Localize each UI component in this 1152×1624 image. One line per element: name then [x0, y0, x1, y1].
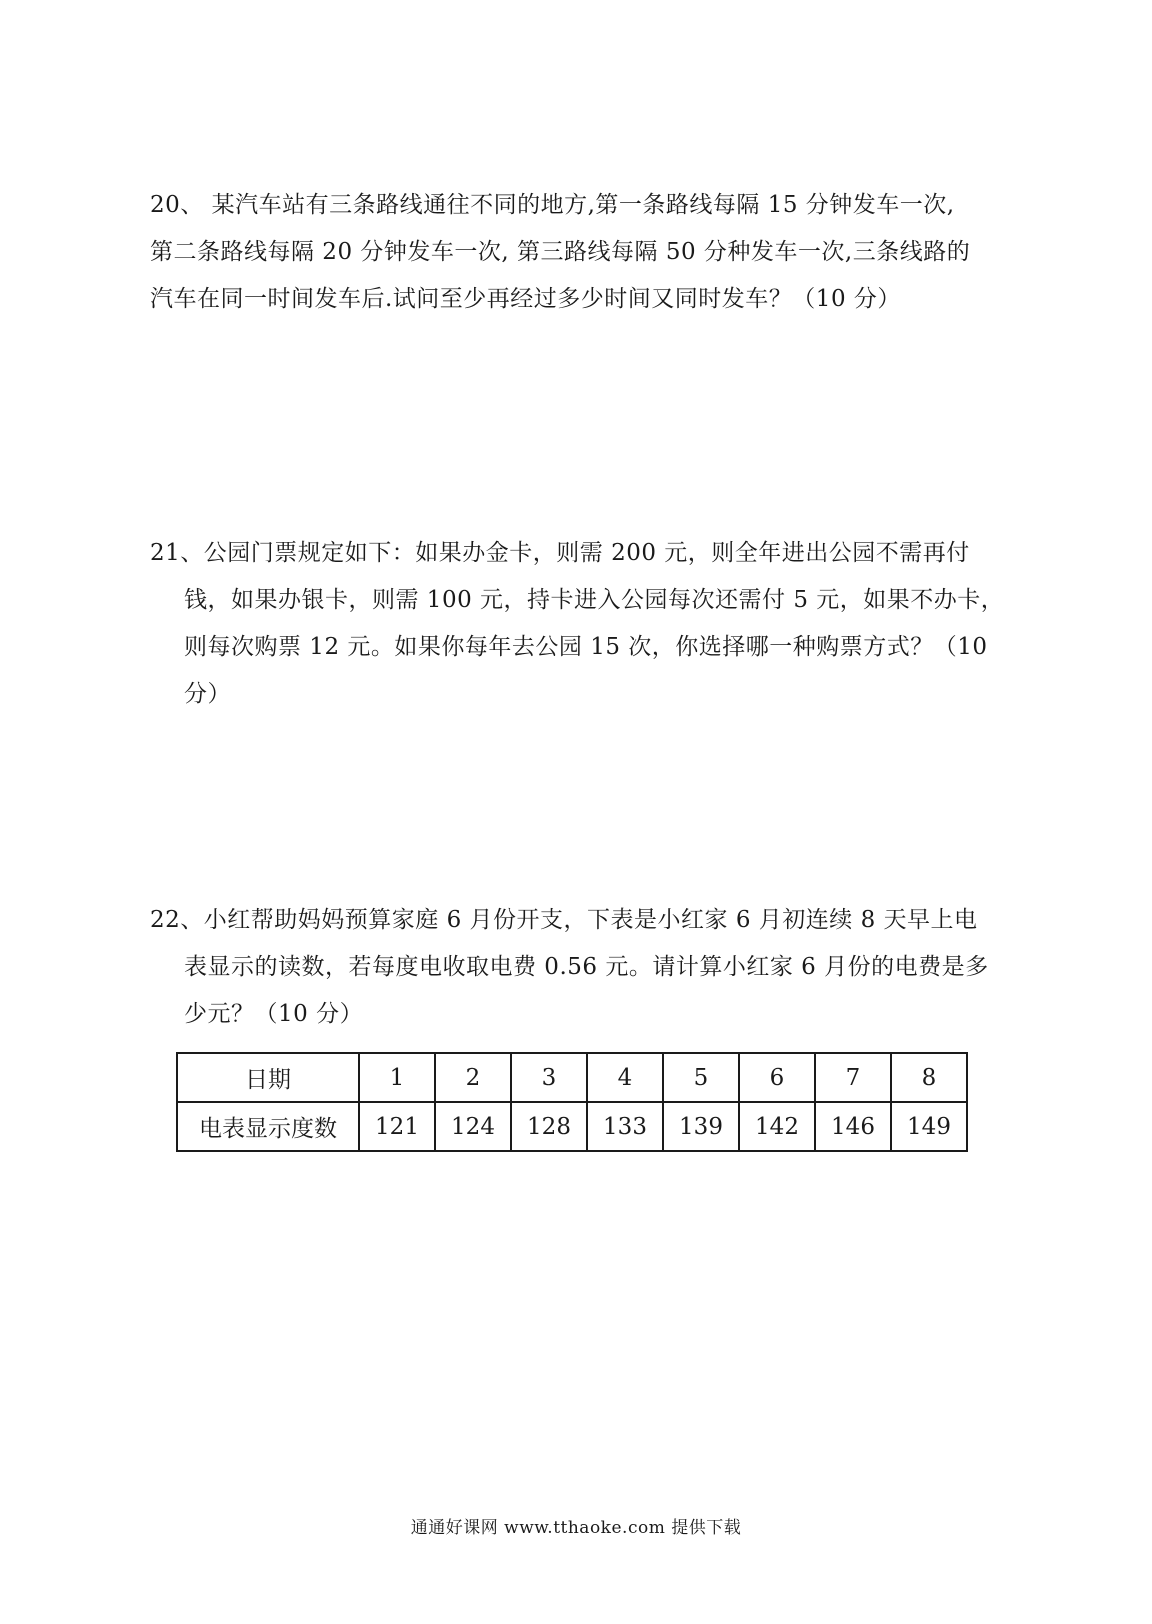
question-22-line-1: 22、小红帮助妈妈预算家庭 6 月份开支，下表是小红家 6 月初连续 8 天早上电	[150, 907, 978, 933]
question-21	[150, 530, 1004, 718]
reading-cell: 124	[435, 1102, 511, 1151]
question-20-line-2: 第二条路线每隔 20 分钟发车一次, 第三路线每隔 50 分种发车一次,三条线路的	[150, 239, 971, 265]
row-label-date: 日期	[177, 1053, 359, 1102]
question-20-line-3: 汽车在同一时间发车后.试问至少再经过多少时间又同时发车？（10 分）	[150, 286, 901, 312]
reading-cell: 133	[587, 1102, 663, 1151]
reading-cell: 128	[511, 1102, 587, 1151]
page-footer: 通通好课网 www.tthaoke.com 提供下载	[410, 1518, 742, 1538]
question-20	[150, 182, 970, 323]
table-row-readings	[177, 1102, 967, 1151]
date-cell: 7	[815, 1053, 891, 1102]
question-21-line-1: 21、公园门票规定如下：如果办金卡，则需 200 元，则全年进出公园不需再付	[150, 540, 970, 566]
question-22-line-2: 表显示的读数，若每度电收取电费 0.56 元。请计算小红家 6 月份的电费是多	[184, 954, 989, 980]
question-21-line-2: 钱，如果办银卡，则需 100 元，持卡进入公园每次还需付 5 元，如果不办卡，	[184, 587, 1005, 613]
date-cell: 1	[359, 1053, 435, 1102]
question-21-line-3: 则每次购票 12 元。如果你每年去公园 15 次，你选择哪一种购票方式？（10	[184, 634, 988, 660]
question-20-line-1: 20、 某汽车站有三条路线通往不同的地方,第一条路线每隔 15 分钟发车一次,	[150, 192, 955, 218]
meter-reading-table	[176, 1052, 968, 1152]
date-cell: 6	[739, 1053, 815, 1102]
date-cell: 5	[663, 1053, 739, 1102]
reading-cell: 139	[663, 1102, 739, 1151]
date-cell: 3	[511, 1053, 587, 1102]
row-label-reading: 电表显示度数	[177, 1102, 359, 1151]
reading-cell: 142	[739, 1102, 815, 1151]
reading-cell: 146	[815, 1102, 891, 1151]
date-cell: 4	[587, 1053, 663, 1102]
reading-cell: 121	[359, 1102, 435, 1151]
table-row-dates	[177, 1053, 967, 1102]
question-22	[150, 897, 989, 1038]
date-cell: 2	[435, 1053, 511, 1102]
date-cell: 8	[891, 1053, 967, 1102]
reading-cell: 149	[891, 1102, 967, 1151]
question-22-line-3: 少元？（10 分）	[184, 1001, 364, 1027]
question-21-line-4: 分）	[184, 681, 231, 707]
